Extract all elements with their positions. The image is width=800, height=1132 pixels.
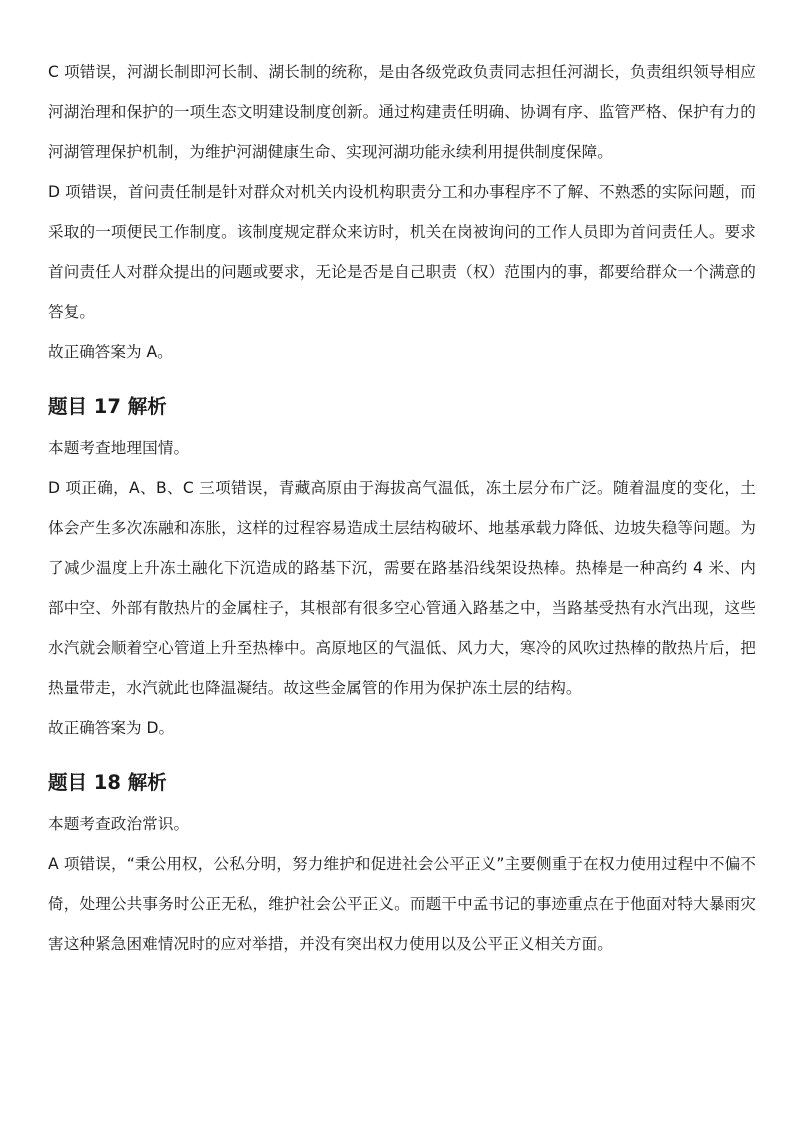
answer-line: 故正确答案为 A。: [48, 343, 173, 361]
option-c-explanation: C 项错误，河湖长制即河长制、湖长制的统称，是由各级党政负责同志担任河湖长，负责组织领导相应河湖治理和保护的一项生态文明建设制度创新。通过构建责任明确、协调有序、监管严格、保护有力的河湖管理保护机制，为维护河湖健康生命、实现河湖功能永续利用提供制度保障。: [48, 63, 756, 161]
document-page: [48, 52, 756, 964]
question-17-explanation: D 项正确，A、B、C 三项错误，青藏高原由于海拔高气温低，冻土层分布广泛。随着温度的变化，土体会产生多次冻融和冻胀，这样的过程容易造成土层结构破坏、地基承载力降低、边坡失稳等问题。为了减少温度上升冻土融化下沉造成的路基下沉，需要在路基沿线架设热棒。热棒是一种高约 4 米、内部中空、外部有散热片的金属柱子，其根部有很多空心管通入路基之中，当路基受热有水汽出现，这些水汽就会顺着空心管道上升至热棒中。高原地区的气温低、风力大，寒冷的风吹过热棒的散热片后，把热量带走，水汽就此也降温凝结。故这些金属管的作用为保护冻土层的结构。: [48, 479, 756, 697]
question-18-heading: 题目 18 解析: [48, 771, 167, 794]
question-17-topic: 本题考查地理国情。: [48, 439, 190, 457]
option-d-explanation: D 项错误，首问责任制是针对群众对机关内设机构职责分工和办事程序不了解、不熟悉的实际问题，而采取的一项便民工作制度。该制度规定群众来访时，机关在岗被询问的工作人员即为首问责任人。要求首问责任人对群众提出的问题或要求，无论是否是自己职责（权）范围内的事，都要给群众一个满意的答复。: [48, 183, 756, 321]
question-18-explanation: A 项错误，“秉公用权，公私分明，努力维护和促进社会公平正义”主要侧重于在权力使用过程中不偏不倚，处理公共事务时公正无私，维护社会公平正义。而题干中孟书记的事迹重点在于他面对特大暴雨灾害这种紧急困难情况时的应对举措，并没有突出权力使用以及公平正义相关方面。: [48, 855, 756, 953]
question-18-topic: 本题考查政治常识。: [48, 815, 190, 833]
question-17-answer: 故正确答案为 D。: [48, 719, 175, 737]
question-17-heading: 题目 17 解析: [48, 395, 167, 418]
